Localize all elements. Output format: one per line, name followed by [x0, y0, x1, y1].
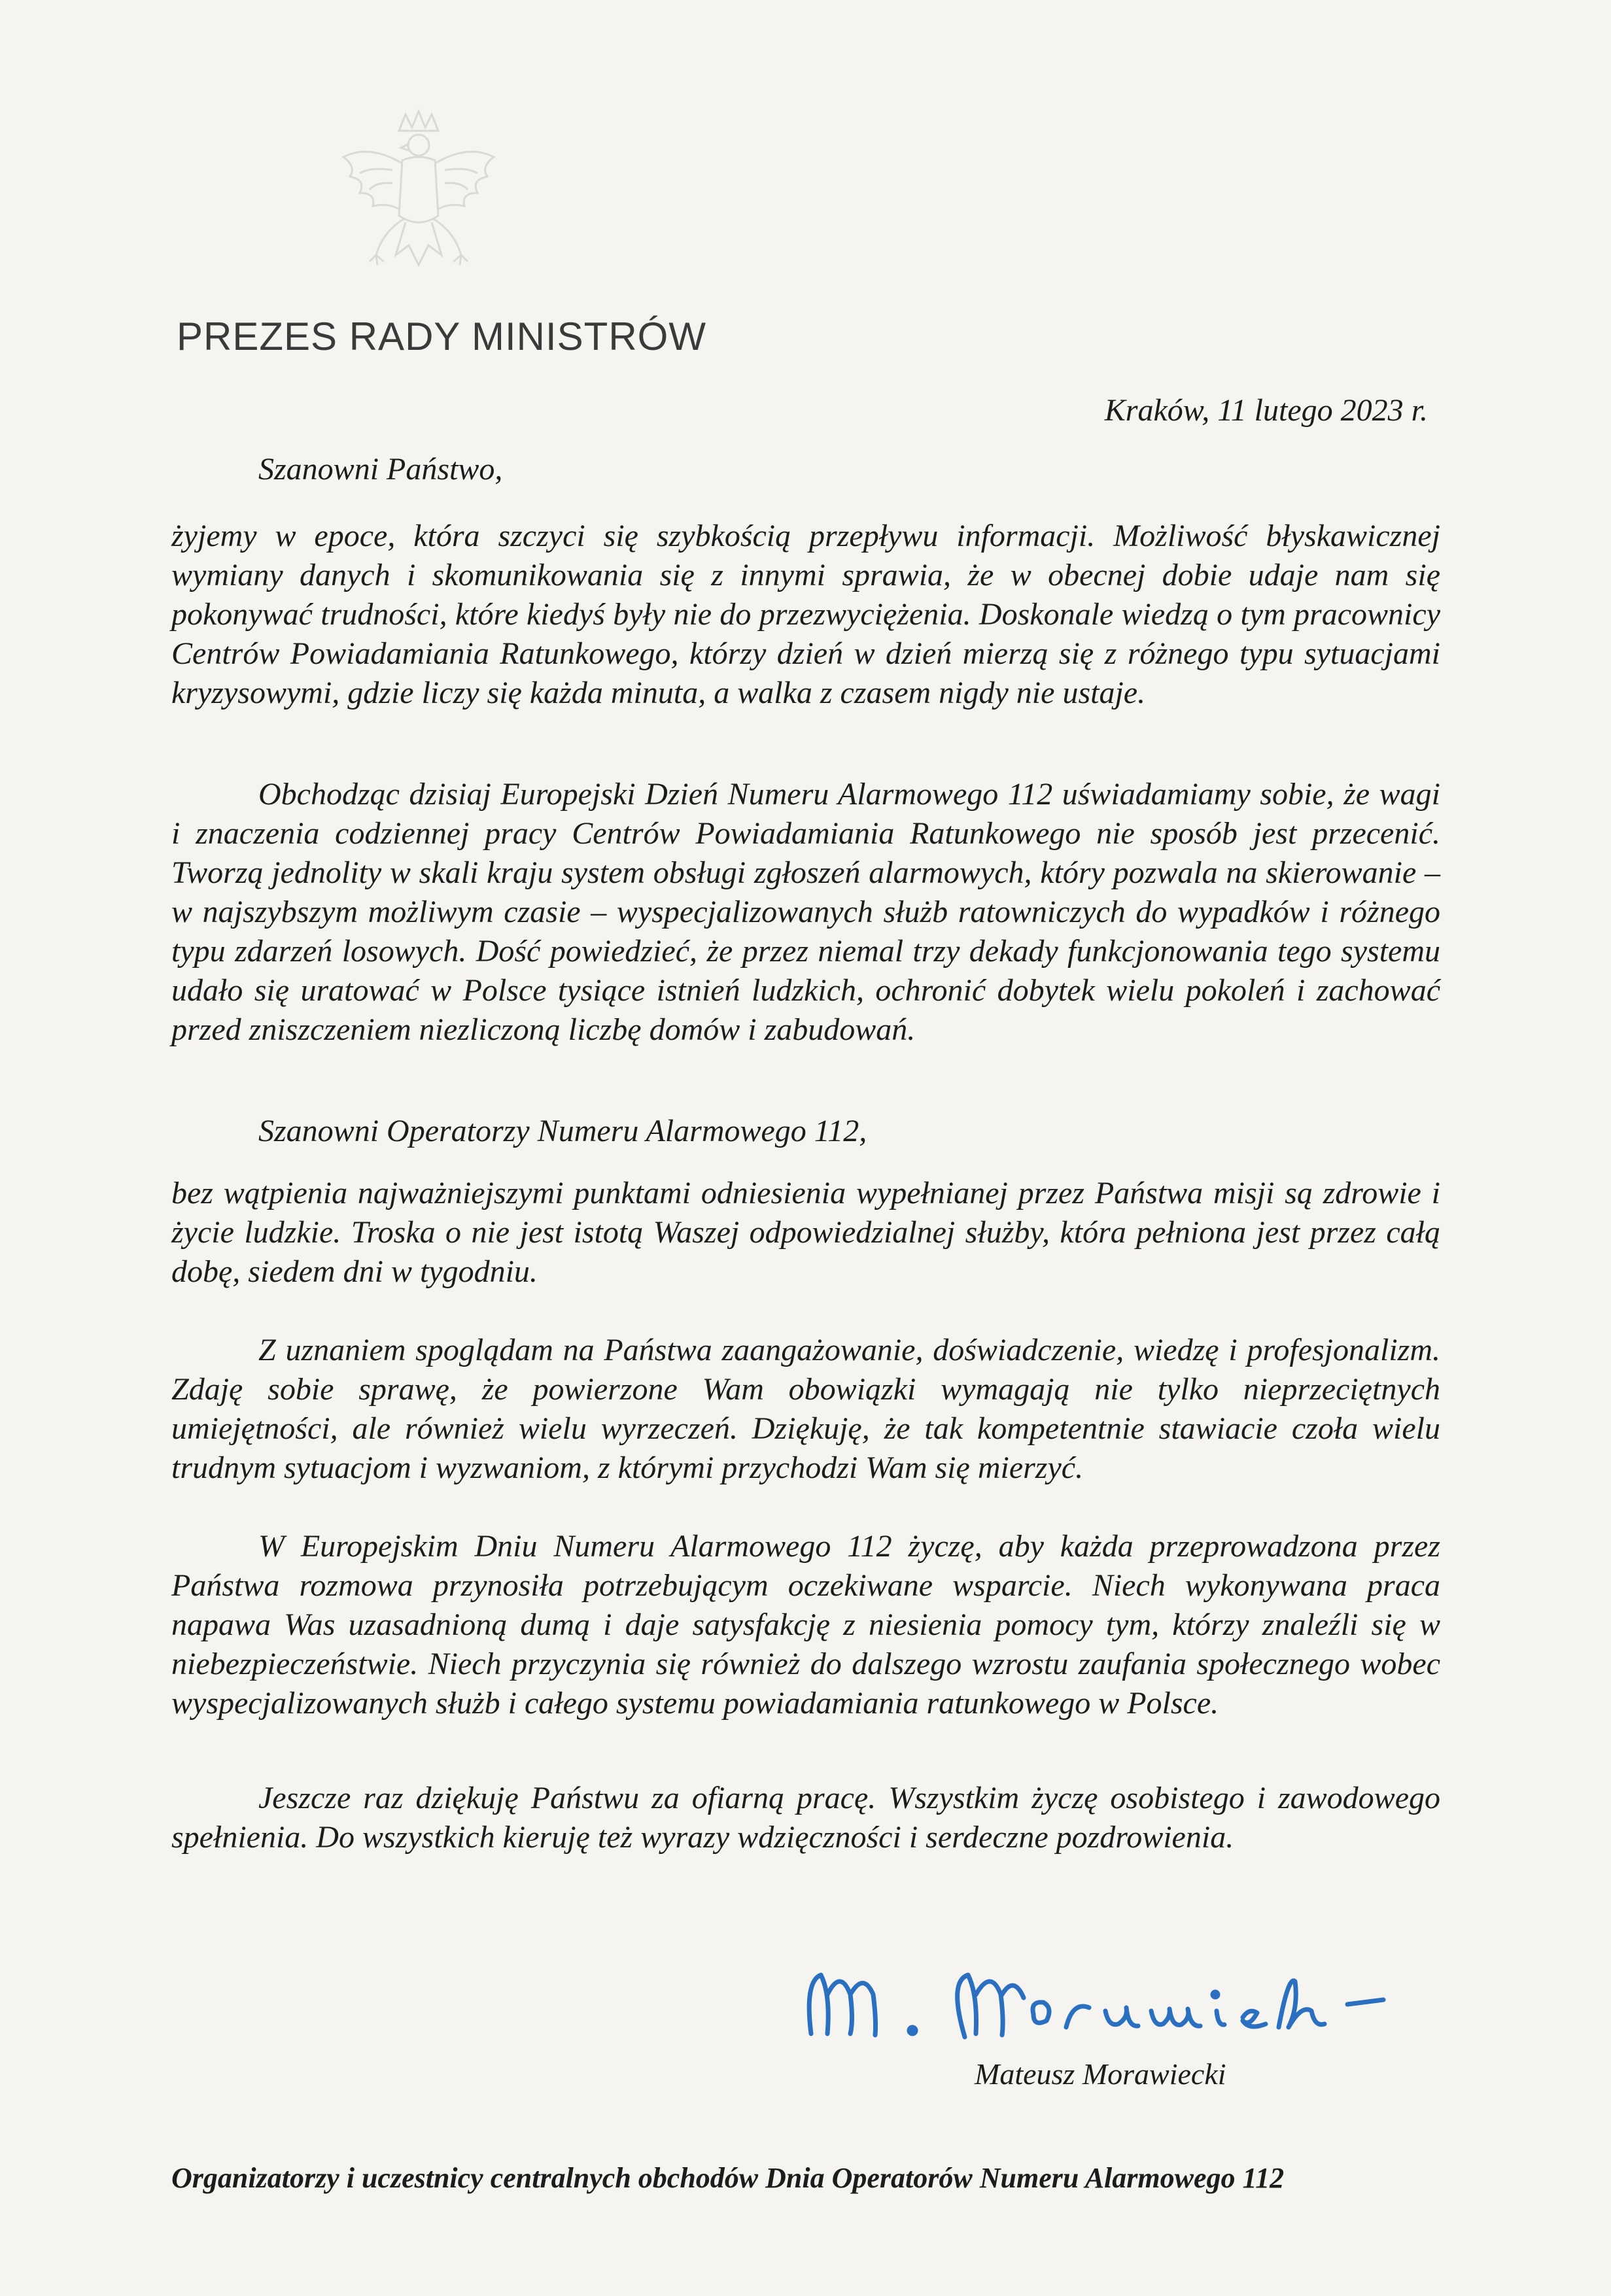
salutation: Szanowni Państwo,: [258, 452, 503, 487]
paragraph-6: Jeszcze raz dziękuję Państwu za ofiarną pracę. Wszystkim życzę osobistego i zawodowego spełnienia. Do wszystkich kieruję też wyrazy wdzięczności i serdeczne pozdrowienia.: [171, 1781, 1440, 1855]
page-title: PREZES RADY MINISTRÓW: [177, 315, 706, 358]
recipients-line: Organizatorzy i uczestnicy centralnych obchodów Dnia Operatorów Numeru Alarmowego 112: [171, 2162, 1285, 2194]
operators-salutation: Szanowni Operatorzy Numeru Alarmowego 112,: [258, 1114, 867, 1148]
place-date: Kraków, 11 lutego 2023 r.: [1104, 393, 1428, 428]
polish-eagle-emblem-icon: [330, 105, 507, 294]
paragraph-3: bez wątpienia najważniejszymi punktami odniesienia wypełnianej przez Państwa misji są zdrowie i życie ludzkie. Troska o nie jest istotą Waszej odpowiedzialnej służby, która pełniona jest przez całą dobę, siedem dni w tygodniu.: [171, 1176, 1440, 1289]
paragraph-5: W Europejskim Dniu Numeru Alarmowego 112 życzę, aby każda przeprowadzona przez Państwa rozmowa przynosiła potrzebującym oczekiwane wsparcie. Niech wykonywana praca napawa Was uzasadnioną dumą i daje satysfakcję z niesienia pomocy tym, którzy znaleźli się w niebezpieczeństwie. Niech przyczynia się również do dalszego wzrostu zaufania społecznego wobec wyspecjalizowanych służb i całego systemu powiadamiania ratunkowego w Polsce.: [171, 1529, 1440, 1721]
paragraph-4: Z uznaniem spoglądam na Państwa zaangażowanie, doświadczenie, wiedzę i profesjonalizm. Zdaję sobie sprawę, że powierzone Wam obowiązki wymagają nie tylko nieprzeciętnych umiejętności, ale również wielu wyrzeczeń. Dziękuję, że tak kompetentnie stawiacie czoła wielu trudnym sytuacjom i wyzwaniom, z którymi przychodzi Wam się mierzyć.: [171, 1333, 1440, 1485]
paragraph-1: żyjemy w epoce, która szczyci się szybkością przepływu informacji. Możliwość błyskawicznej wymiany danych i skomunikowania się z innymi sprawia, że w obecnej dobie udaje nam się pokonywać trudności, które kiedyś były nie do przezwyciężenia. Doskonale wiedzą o tym pracownicy Centrów Powiadamiania Ratunkowego, którzy dzień w dzień mierzą się z różnego typu sytuacjami kryzysowymi, gdzie liczy się każda minuta, a walka z czasem nigdy nie ustaje.: [171, 519, 1440, 710]
signer-name: Mateusz Morawiecki: [975, 2057, 1226, 2091]
handwritten-signature: [791, 1955, 1452, 2053]
paragraph-2: Obchodząc dzisiaj Europejski Dzień Numeru Alarmowego 112 uświadamiamy sobie, że wagi i znaczenia codziennej pracy Centrów Powiadamiania Ratunkowego nie sposób jest przecenić. Tworzą jednolity w skali kraju system obsługi zgłoszeń alarmowych, który pozwala na skierowanie – w najszybszym możliwym czasie – wyspecjalizowanych służb ratowniczych do wypadków i różnego typu zdarzeń losowych. Dość powiedzieć, że przez niemal trzy dekady funkcjonowania tego systemu udało się uratować w Polsce tysiące istnień ludzkich, ochronić dobytek wielu pokoleń i zachować przed zniszczeniem niezliczoną liczbę domów i zabudowań.: [171, 777, 1440, 1047]
